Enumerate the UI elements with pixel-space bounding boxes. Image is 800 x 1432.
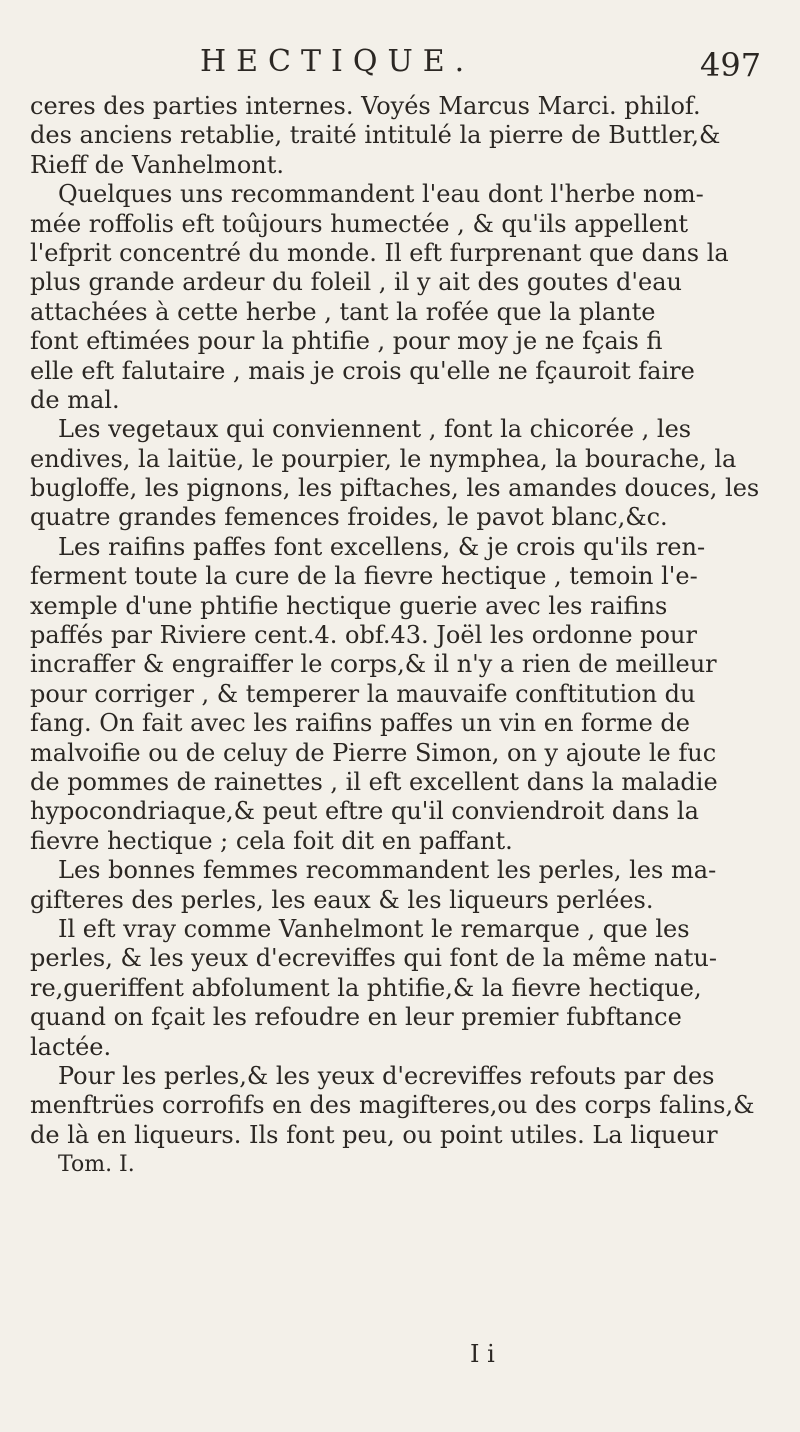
text-line: mée roffolis eft toûjours humectée , & qu'ils appellent [30,209,689,238]
text-line: ferment toute la cure de la fievre hectique , temoin l'e- [30,562,698,591]
volume-label: Tom. I. [58,1152,135,1178]
text-line: ceres des parties internes. Voyés Marcus Marci. philof. [30,92,701,120]
text-line: Les vegetaux qui conviennent , font la chicorée , les [58,415,692,444]
text-line: Rieff de Vanhelmont. [30,150,284,179]
text-line: attachées à cette herbe , tant la rofée que la plante [30,297,656,326]
text-line: de là en liqueurs. Ils font peu, ou point utiles. La liqueur [30,1120,718,1149]
text-line: Les raifins paffes font excellens, & je crois qu'ils ren- [58,532,706,561]
text-line: Il eft vray comme Vanhelmont le remarque , que les [58,914,690,943]
text-line: menftrües corrofifs en des magifteres,ou des corps falins,& [30,1091,755,1120]
page-number: 497 [700,46,762,84]
text-line: plus grande ardeur du foleil , il y ait des goutes d'eau [30,268,682,297]
text-line: de pommes de rainettes , il eft excellent dans la maladie [30,767,718,796]
text-line: fang. On fait avec les raifins paffes un vin en forme de [30,709,690,738]
text-line: quatre grandes femences froides, le pavot blanc,&c. [30,503,668,532]
body-text [30,92,795,1179]
text-line: perles, & les yeux d'ecreviffes qui font de la même natu- [30,944,717,973]
text-line: xemple d'une phtifie hectique guerie avec les raifins [30,591,668,620]
text-line: incraffer & engraiffer le corps,& il n'y a rien de meilleur [30,650,717,679]
text-line: Les bonnes femmes recommandent les perles, les ma- [58,856,717,885]
page-header [0,44,800,94]
text-line: lactée. [30,1032,112,1061]
text-line: l'efprit concentré du monde. Il eft furprenant que dans la [30,238,729,267]
text-line: bugloffe, les pignons, les piftaches, les amandes douces, les [30,474,760,503]
text-line: font eftimées pour la phtifie , pour moy je ne fçais fi [30,327,663,356]
text-line: de mal. [30,385,120,414]
text-line: elle eft falutaire , mais je crois qu'elle ne fçauroit faire [30,356,695,385]
text-line: Pour les perles,& les yeux d'ecreviffes refouts par des [58,1061,715,1090]
footer-line [30,1150,795,1179]
running-title: HECTIQUE. [200,44,475,79]
text-line: Quelques uns recommandent l'eau dont l'herbe nom- [58,180,704,209]
text-line: re,gueriffent abfolument la phtifie,& la fievre hectique, [30,973,702,1002]
text-line: malvoifie ou de celuy de Pierre Simon, on y ajoute le fuc [30,738,717,767]
text-line: paffés par Riviere cent.4. obf.43. Joël les ordonne pour [30,621,697,650]
text-line: pour corriger , & temperer la mauvaife conftitution du [30,679,696,708]
text-line: fievre hectique ; cela foit dit en paffant. [30,826,513,855]
text-line: hypocondriaque,& peut eftre qu'il conviendroit dans la [30,797,699,826]
text-line: gifteres des perles, les eaux & les liqueurs perlées. [30,885,654,914]
text-line: des anciens retablie, traité intitulé la pierre de Buttler,& [30,121,721,150]
text-line: endives, la laitüe, le pourpier, le nymphea, la bourache, la [30,444,737,473]
signature-mark: I i [470,1340,495,1368]
text-line: quand on fçait les refoudre en leur premier fubftance [30,1003,682,1032]
